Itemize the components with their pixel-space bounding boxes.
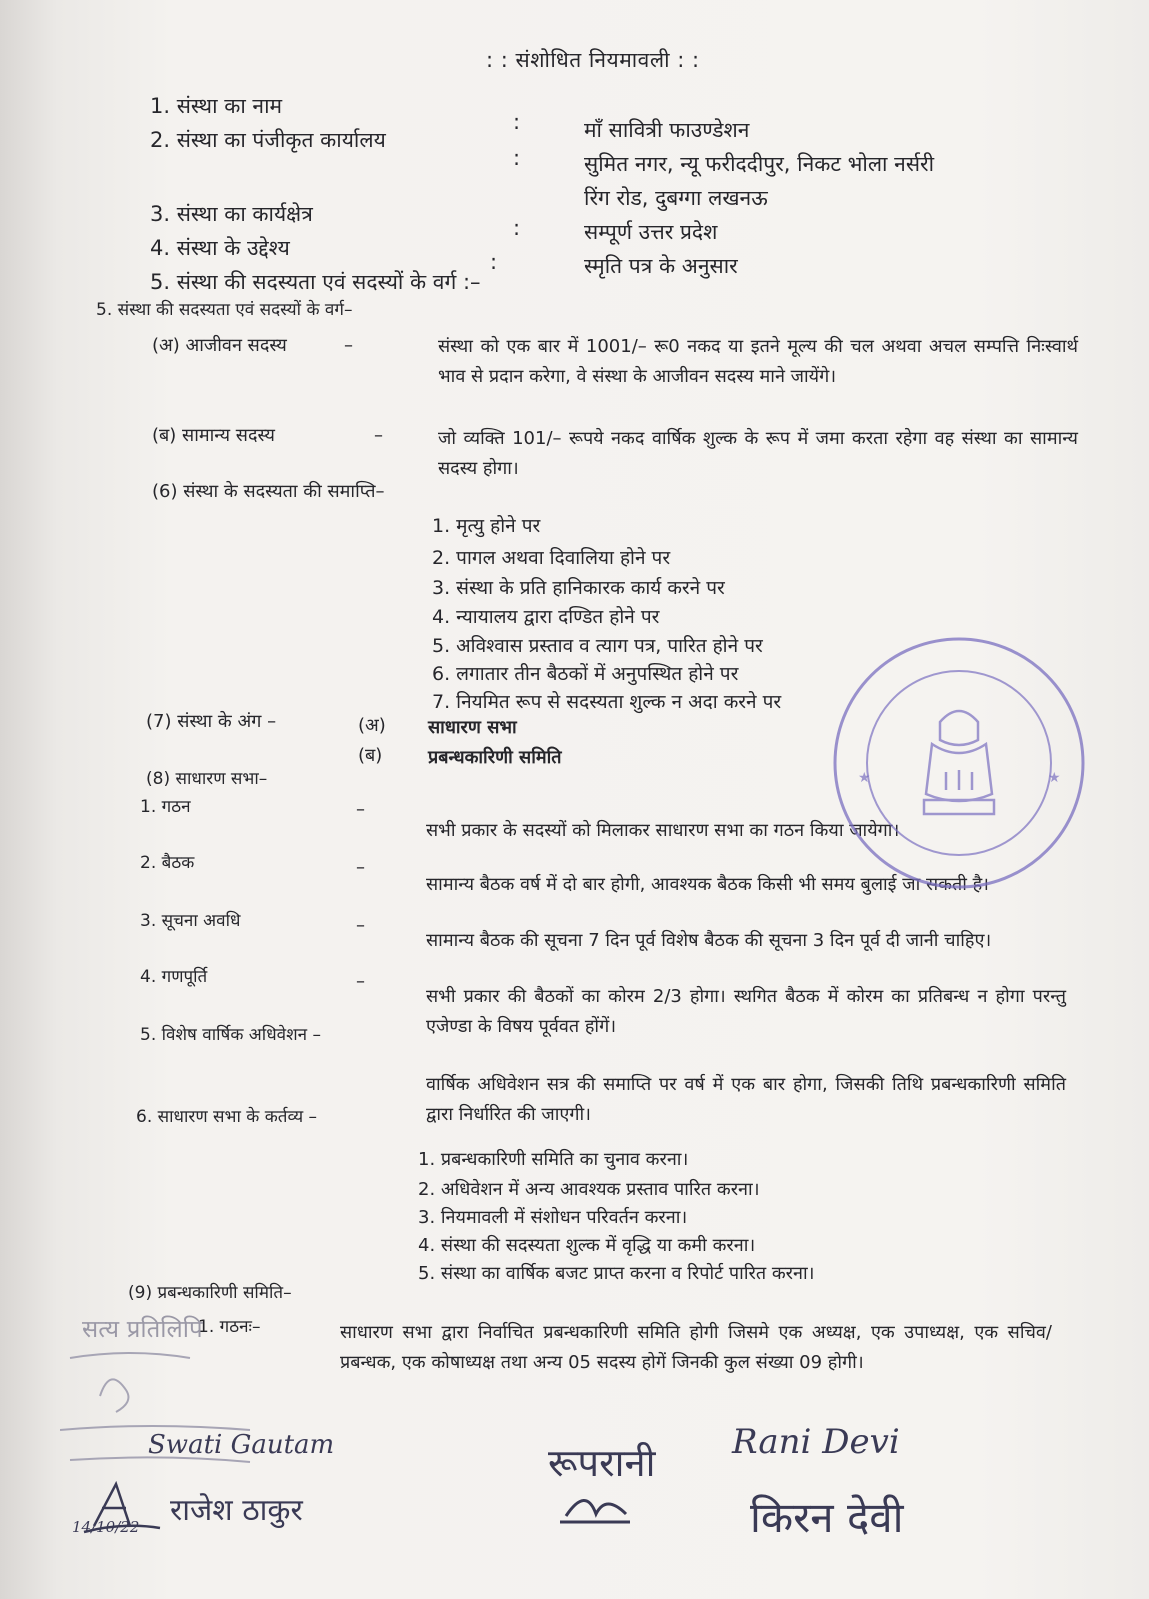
org-office-value-1: सुमित नगर, न्यू फरीददीपुर, निकट भोला नर्सरी <box>584 152 935 176</box>
formation-text: सभी प्रकार के सदस्यों को मिलाकर साधारण सभा का गठन किया जायेगा। <box>426 820 900 841</box>
initials-mark <box>74 1476 164 1536</box>
attested-copy-stamp: सत्य प्रतिलिपि <box>82 1315 203 1343</box>
organs-heading: (7) संस्था के अंग – <box>146 711 277 732</box>
quorum-text: सभी प्रकार की बैठकों का कोरम 2/3 होगा। स्थगित बैठक में कोरम का प्रतिबन्ध न होगा परन्तु एजेण्डा के विषय पूर्ववत होंगें। <box>426 986 1066 1037</box>
general-member-text: जो व्यक्ति 101/– रूपये नकद वार्षिक शुल्क के रूप में जमा करता रहेगा वह संस्था का सामान्य सदस्य होगा। <box>438 428 1078 479</box>
colon: : <box>513 146 521 170</box>
termination-heading: (6) संस्था के सदस्यता की समाप्ति– <box>152 481 385 502</box>
general-body-heading: (8) साधारण सभा– <box>146 769 268 789</box>
signature-swati-gautam: Swati Gautam <box>148 1430 335 1460</box>
org-name-value: माँ सावित्री फाउण्डेशन <box>584 118 750 142</box>
duty-item: 1. प्रबन्धकारिणी समिति का चुनाव करना। <box>418 1149 689 1170</box>
termination-item: 5. अविश्वास प्रस्ताव व त्याग पत्र, पारित होने पर <box>432 635 763 657</box>
colon: : <box>490 250 498 274</box>
quorum-label: 4. गणपूर्ति <box>140 967 208 987</box>
dash: – <box>356 857 365 878</box>
org-area-value: सम्पूर्ण उत्तर प्रदेश <box>584 220 718 244</box>
dash: – <box>356 971 365 992</box>
org-area-label: 3. संस्था का कार्यक्षेत्र <box>150 202 313 226</box>
termination-item: 3. संस्था के प्रति हानिकारक कार्य करने पर <box>432 577 725 599</box>
signature-kiran-devi: किरन देवी <box>750 1493 904 1542</box>
session-label: 5. विशेष वार्षिक अधिवेशन – <box>140 1025 322 1045</box>
signature-mark <box>556 1486 636 1526</box>
notice-label: 3. सूचना अवधि <box>140 911 241 931</box>
organs-general-body: साधारण सभा <box>428 717 517 738</box>
life-member-text: संस्था को एक बार में 1001/– रू0 नकद या इतने मूल्य की चल अथवा अचल सम्पत्ति निःस्वार्थ भाव से प्रदान करेगा, वे संस्था के आजीवन सदस्य माने जायेंगे। <box>438 336 1078 387</box>
formation-label: 1. गठन <box>140 797 191 817</box>
dash: – <box>344 335 353 356</box>
page-title: : : संशोधित नियमावली : : <box>486 48 700 72</box>
signature-rani: Rani Devi <box>732 1422 900 1462</box>
notice-text: सामान्य बैठक की सूचना 7 दिन पूर्व विशेष बैठक की सूचना 3 दिन पूर्व दी जानी चाहिए। <box>426 930 992 951</box>
duty-item: 4. संस्था की सदस्यता शुल्क में वृद्धि या कमी करना। <box>418 1235 756 1256</box>
termination-item: 2. पागल अथवा दिवालिया होने पर <box>432 547 671 569</box>
org-name-label: 1. संस्था का नाम <box>150 94 283 118</box>
signature-rooprani: रूपरानी <box>548 1441 656 1485</box>
meeting-label: 2. बैठक <box>140 853 195 873</box>
org-aims-value: स्मृति पत्र के अनुसार <box>584 254 738 278</box>
org-office-value-2: रिंग रोड, दुबग्गा लखनऊ <box>584 186 768 210</box>
membership-heading: 5. संस्था की सदस्यता एवं सदस्यों के वर्ग– <box>96 300 353 320</box>
official-seal-stamp <box>828 632 1090 894</box>
termination-item: 6. लगातार तीन बैठकों में अनुपस्थित होने पर <box>432 663 739 685</box>
colon: : <box>513 216 521 240</box>
committee-heading: (9) प्रबन्धकारिणी समिति– <box>128 1283 292 1303</box>
duty-item: 2. अधिवेशन में अन्य आवश्यक प्रस्ताव पारित करना। <box>418 1179 760 1200</box>
signature-rajesh: राजेश ठाकुर <box>170 1493 303 1528</box>
dash: – <box>374 425 383 446</box>
termination-item: 1. मृत्यु होने पर <box>432 515 541 537</box>
duty-item: 3. नियमावली में संशोधन परिवर्तन करना। <box>418 1207 688 1228</box>
session-text: वार्षिक अधिवेशन सत्र की समाप्ति पर वर्ष में एक बार होगा, जिसकी तिथि प्रबन्धकारिणी समिति द्वारा निर्धारित की जाएगी। <box>426 1074 1066 1125</box>
committee-formation-text: साधारण सभा द्वारा निर्वाचित प्रबन्धकारिणी समिति होगी जिसमे एक अध्यक्ष, एक उपाध्यक्ष, एक सचिव/प्रबन्धक, एक कोषाध्यक्ष तथा अन्य 05 सदस्य होगें जिनकी कुल संख्या 09 होगी। <box>340 1322 1052 1373</box>
termination-item: 4. न्यायालय द्वारा दण्डित होने पर <box>432 606 660 628</box>
general-member-label: (ब) सामान्य सदस्य <box>152 425 275 446</box>
svg-text:★: ★ <box>858 770 871 786</box>
colon: : <box>513 110 521 134</box>
organs-committee: प्रबन्धकारिणी समिति <box>428 747 562 768</box>
life-member-label: (अ) आजीवन सदस्य <box>152 335 287 356</box>
org-office-label: 2. संस्था का पंजीकृत कार्यालय <box>150 128 386 152</box>
dash: – <box>356 799 365 820</box>
meeting-text: सामान्य बैठक वर्ष में दो बार होगी, आवश्यक बैठक किसी भी समय बुलाई जा सकती है। <box>426 874 989 895</box>
signature-date: 14/10/22 <box>72 1518 140 1536</box>
organs-mark-b: (ब) <box>358 745 383 766</box>
organs-mark-a: (अ) <box>358 715 386 736</box>
dash: – <box>356 915 365 936</box>
committee-formation-label: 1. गठनः– <box>198 1317 261 1337</box>
svg-text:★: ★ <box>1048 770 1061 786</box>
duties-label: 6. साधारण सभा के कर्तव्य – <box>136 1107 318 1127</box>
duty-item: 5. संस्था का वार्षिक बजट प्राप्त करना व रिपोर्ट पारित करना। <box>418 1263 815 1284</box>
termination-item: 7. नियमित रूप से सदस्यता शुल्क न अदा करने पर <box>432 691 782 713</box>
org-aims-label: 4. संस्था के उद्देश्य <box>150 236 290 260</box>
org-members-label: 5. संस्था की सदस्यता एवं सदस्यों के वर्ग :– <box>150 270 481 294</box>
